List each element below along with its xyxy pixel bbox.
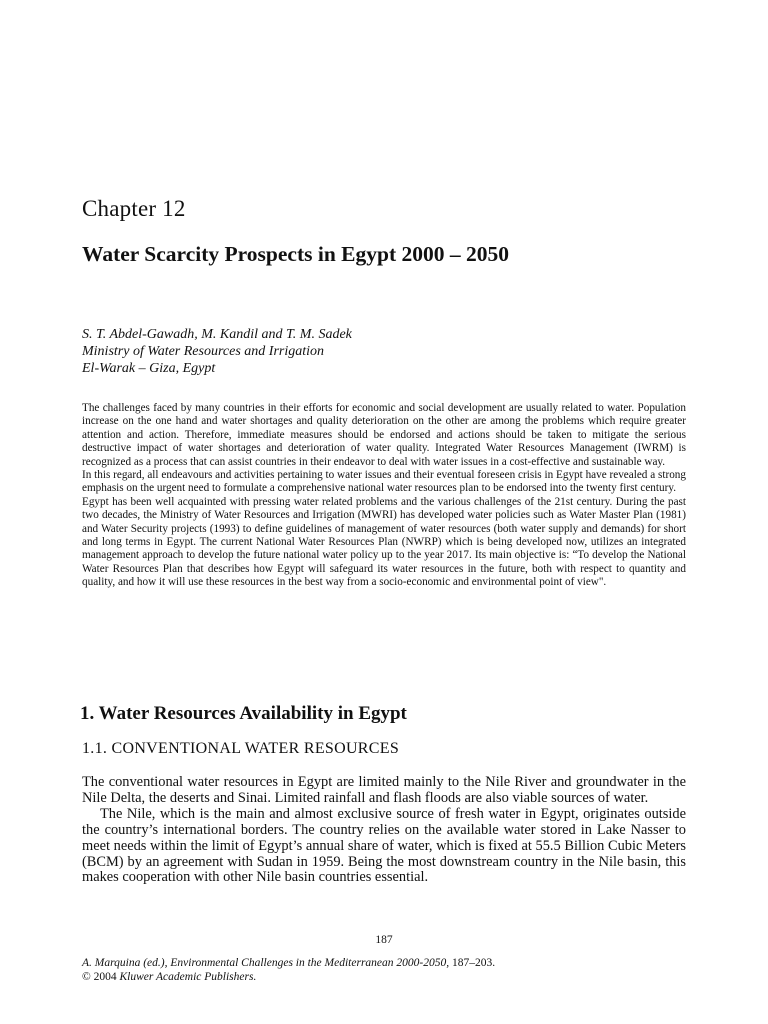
citation-title: Environmental Challenges in the Mediterranean 2000-2050, [170,957,450,969]
author-location: El-Warak – Giza, Egypt [82,361,216,376]
subsection-heading: 1.1. CONVENTIONAL WATER RESOURCES [82,740,400,757]
author-names: S. T. Abdel-Gawadh, M. Kandil and T. M. Sadek [82,327,352,342]
abstract-paragraph: In this regard, all endeavours and activities pertaining to water issues and their eventual foreseen crisis in Egypt have revealed a strong emphasis on the urgent need to formulate a comprehensive national water resources plan to be endorsed into the twenty first century. [82,469,686,495]
author-affiliation: Ministry of Water Resources and Irrigation [82,344,325,359]
chapter-title: Water Scarcity Prospects in Egypt 2000 – 2050 [82,242,509,266]
body-paragraph: The Nile, which is the main and almost exclusive source of fresh water in Egypt, originates outside the country’s international borders. The country relies on the available water stored in Lake Nasser to meet needs within the limit of Egypt’s annual share of water, which is fixed at 55.5 Billion Cubic Meters (BCM) by an agreement with Sudan in 1959. Being the most downstream country in the Nile basin, this makes cooperation with other Nile basin countries essential. [82,805,686,886]
citation-footer [82,956,495,984]
section-heading: 1. Water Resources Availability in Egypt [80,703,407,724]
copyright-publisher: Kluwer Academic Publishers. [119,971,257,983]
citation-line [82,956,495,970]
author-block [82,326,352,377]
citation-editor: A. Marquina (ed.), [82,957,171,969]
abstract-paragraph: Egypt has been well acquainted with pressing water related problems and the various challenges of the 21st century. During the past two decades, the Ministry of Water Resources and Irrigation (MWRI) has developed water policies such as Water Master Plan (1981) and Water Security projects (1993) to define guidelines of management of water resources (both water supply and demands) for short and long terms in Egypt. The current National Water Resources Plan (NWRP) which is being developed now, utilizes an integrated management approach to develop the future national water policy up to the year 2017. Its main objective is: “To develop the National Water Resources Plan that describes how Egypt will safeguard its water resources in the future, both with respect to quantity and quality, and how it will use these resources in the best way from a socio-economic and environmental point of view". [82,495,686,589]
copyright-line [82,970,495,984]
copyright-prefix: © 2004 [82,971,120,983]
body-text [82,775,686,886]
abstract-paragraph: The challenges faced by many countries in their efforts for economic and social development are usually related to water. Population increase on the one hand and water shortages and quality deterioration on the other are among the problems which require greater attention and action. Therefore, immediate measures should be endorsed and actions should be taken to mitigate the serious destructive impact of water shortages and deterioration of water quality. Integrated Water Resources Management (IWRM) is recognized as a process that can assist countries in their endeavor to deal with water issues in a cost-effective and sustainable way. [82,402,686,468]
abstract [82,402,686,590]
page-number: 187 [375,934,393,946]
citation-pages: 187–203. [449,957,496,969]
body-paragraph: The conventional water resources in Egypt are limited mainly to the Nile River and groundwater in the Nile Delta, the deserts and Sinai. Limited rainfall and flash floods are also viable sources of water. [82,774,686,806]
chapter-label: Chapter 12 [82,196,186,221]
